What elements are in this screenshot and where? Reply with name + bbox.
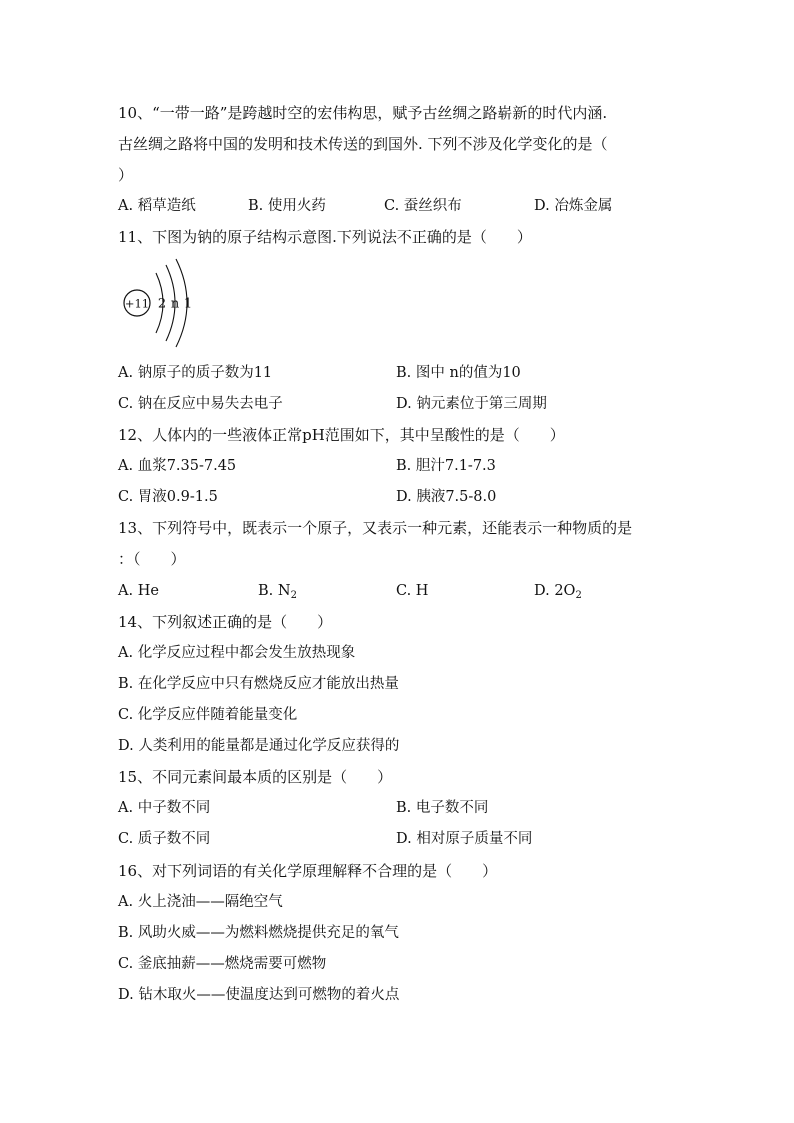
q13-stem-line-2: ：（ ） [118,550,186,568]
q11-option-c: C. 钠在反应中易失去电子 [118,396,283,412]
q12-option-c: C. 胃液0.9-1.5 [118,489,218,505]
q10-stem-line-1: 10、“一带一路”是跨越时空的宏伟构思，赋予古丝绸之路崭新的时代内涵. [118,104,608,122]
q12-option-a: A. 血浆7.35-7.45 [118,458,237,474]
q10-option-c: C. 蚕丝织布 [384,198,462,214]
q15-option-d: D. 相对原子质量不同 [396,831,533,847]
q12-stem: 12、人体内的一些液体正常pH范围如下，其中呈酸性的是（ ） [118,426,565,444]
q15-option-c: C. 质子数不同 [118,831,211,847]
q11-stem: 11、下图为钠的原子结构示意图.下列说法不正确的是（ ） [118,228,532,246]
q14-option-d: D. 人类利用的能量都是通过化学反应获得的 [118,738,400,754]
sodium-atom-structure-diagram [118,255,208,353]
nucleus-charge-label: +11 [124,296,150,311]
shell-2-electron-count: n [170,296,180,312]
q14-option-c: C. 化学反应伴随着能量变化 [118,707,298,723]
q16-option-d: D. 钻木取火——使温度达到可燃物的着火点 [118,987,400,1003]
q11-option-d: D. 钠元素位于第三周期 [396,396,547,412]
q14-option-a: A. 化学反应过程中都会发生放热现象 [118,645,356,661]
q14-stem: 14、下列叙述正确的是（ ） [118,613,333,631]
q16-option-c: C. 釜底抽薪——燃烧需要可燃物 [118,956,327,972]
q12-option-b: B. 胆汁7.1-7.3 [396,458,496,474]
q13-option-d: D. $2O_2$ [534,583,582,601]
q10-option-b: B. 使用火药 [248,198,326,214]
q10-stem-line-3: ） [118,166,134,184]
shell-3-electron-count: 1 [183,296,193,312]
q12-option-d: D. 胰液7.5-8.0 [396,489,497,505]
q11-option-a: A. 钠原子的质子数为11 [118,365,273,381]
shell-1-electron-count: 2 [157,296,167,312]
q15-stem: 15、不同元素间最本质的区别是（ ） [118,768,393,786]
q16-stem: 16、对下列词语的有关化学原理解释不合理的是（ ） [118,862,498,880]
q13-stem-line-1: 13、下列符号中，既表示一个原子，又表示一种元素，还能表示一种物质的是 [118,519,633,537]
q16-option-a: A. 火上浇油——隔绝空气 [118,894,283,910]
q13-option-a: A. He [118,583,159,599]
q16-option-b: B. 风助火威——为燃料燃烧提供充足的氧气 [118,925,399,941]
q13-option-b: B. $N_2$ [258,583,297,601]
q11-option-b: B. 图中 n的值为10 [396,365,521,381]
q13-option-c: C. H [396,583,429,599]
q10-option-d: D. 冶炼金属 [534,198,613,214]
q15-option-a: A. 中子数不同 [118,800,211,816]
q15-option-b: B. 电子数不同 [396,800,489,816]
q10-stem-line-2: 古丝绸之路将中国的发明和技术传送的到国外. 下列不涉及化学变化的是（ [118,135,608,153]
q10-option-a: A. 稻草造纸 [118,198,196,214]
q14-option-b: B. 在化学反应中只有燃烧反应才能放出热量 [118,676,399,692]
